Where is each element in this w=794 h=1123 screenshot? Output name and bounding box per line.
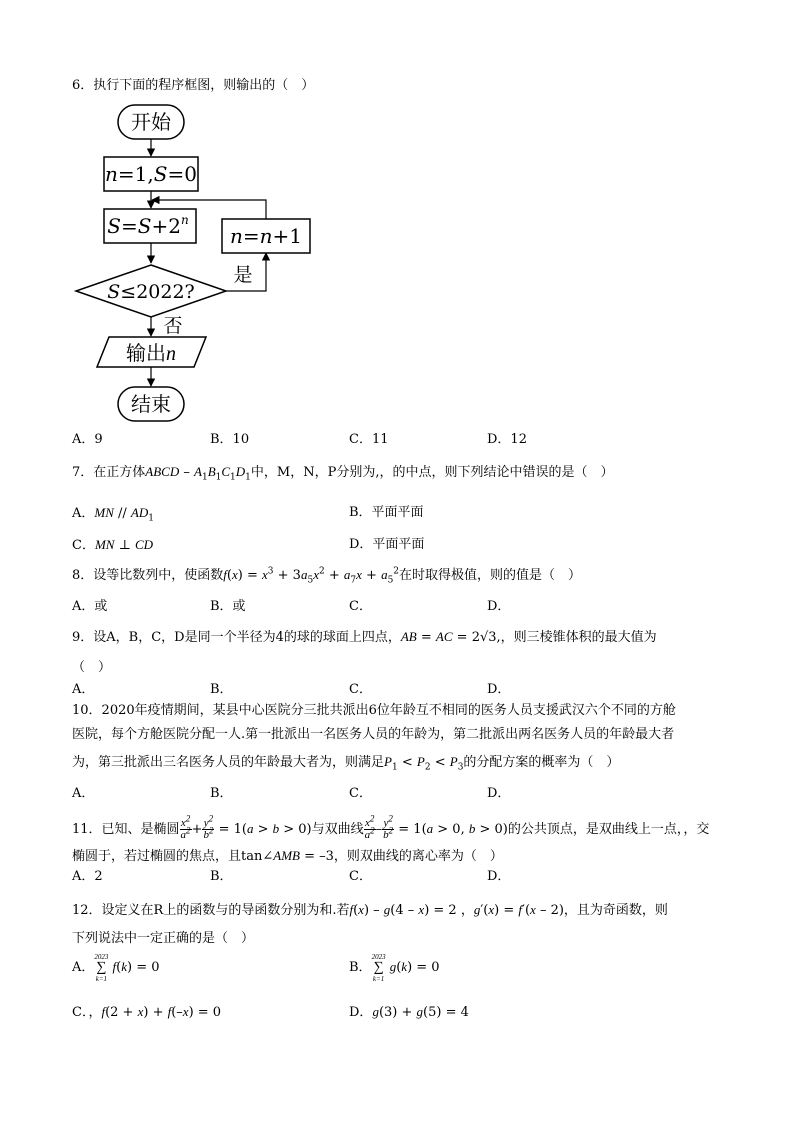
q10-option-b: B． bbox=[210, 786, 233, 801]
q12-option-d: D．g(3) + g(5) = 4 bbox=[349, 1004, 469, 1020]
q8-option-c: C． bbox=[349, 599, 372, 614]
flow-yes-label: 是 bbox=[233, 264, 253, 286]
q9-option-c: C． bbox=[349, 682, 372, 697]
q6-option-b: B．10 bbox=[210, 432, 250, 447]
q7-option-b: B．平面平面 bbox=[349, 505, 424, 520]
q9-stem-line2: （ ） bbox=[72, 660, 112, 675]
q10-option-c: C． bbox=[349, 786, 372, 801]
flow-update-label: $S=S+2^n$ bbox=[107, 213, 189, 238]
flow-init-label: n=1,S=0 bbox=[105, 162, 197, 186]
q9-option-b: B． bbox=[210, 682, 233, 697]
q9-option-a: A． bbox=[72, 682, 95, 697]
q10-line2: 医院，每个方舱医院分配一人.第一批派出一名医务人员的年龄为，第二批派出两名医务人员的年龄最大者 bbox=[72, 727, 675, 742]
q11-line2: 椭圆于，若过椭圆的焦点，且tan∠AMB = –3，则双曲线的离心率为（ ） bbox=[72, 848, 503, 864]
flow-decision-label: S≤2022? bbox=[107, 281, 195, 303]
q11-option-b: B． bbox=[210, 869, 233, 884]
q10-line1: 10．2020年疫情期间，某县中心医院分三批共派出6位年龄互不相同的医务人员支援武汉六个不同的方舱 bbox=[72, 703, 676, 718]
q10-option-a: A． bbox=[72, 786, 95, 801]
q6-option-d: D．12 bbox=[487, 432, 527, 447]
q8-option-b: B．或 bbox=[210, 599, 246, 614]
q9-option-d: D． bbox=[487, 682, 511, 697]
q11-option-d: D． bbox=[487, 869, 511, 884]
q8-option-d: D． bbox=[487, 599, 511, 614]
q9-stem: 9．设A，B，C，D是同一个半径为4的球的球面上四点，AB = AC = 2√3,，则三棱锥体积的最大值为 bbox=[72, 629, 657, 645]
flow-no-label: 否 bbox=[163, 315, 183, 337]
flow-end-label: 结束 bbox=[131, 392, 171, 416]
q8-stem: 8．设等比数列中，使函数$f(x) = x^3 + 3a_5x^2 + a_7x + a_5^2$在时取得极值，则的值是（ ） bbox=[72, 566, 582, 586]
q10-line3: 为，第三批派出三名医务人员的年龄最大者为，则满足$P_1 < P_2 < P_3$的分配方案的概率为（ ） bbox=[72, 754, 620, 773]
q8-option-a: A．或 bbox=[72, 599, 108, 614]
q12-line2: 下列说法中一定正确的是（ ） bbox=[72, 931, 255, 946]
q7-stem: 7．在正方体ABCD – $A_1B_1C_1D_1$中，M，N，P分别为,，的中点，则下列结论中错误的是（ ） bbox=[72, 464, 614, 483]
q6-option-c: C．11 bbox=[349, 432, 389, 447]
q11-line1: 11．已知、是椭圆 $\frac{x^2}{a^2}$ + $\frac{y^2}{b^2}$ = 1(a > b > 0)与双曲线 $\frac{x^2}{a^2}$ – $\frac{y^2}{b^2}$ = 1(a > 0, b > 0)的公共顶点，是双曲线上一点，，交 bbox=[72, 813, 710, 841]
q10-option-d: D． bbox=[487, 786, 511, 801]
q7-option-c: C．MN ⊥ CD bbox=[72, 537, 154, 553]
q11-option-a: A．2 bbox=[72, 869, 103, 884]
q12-line1: 12．设定义在R上的函数与的导函数分别为和.若f(x) – g(4 – x) = 2 ，g′(x) = f′(x – 2)，且为奇函数，则 bbox=[72, 902, 668, 918]
flowchart bbox=[70, 95, 400, 435]
q7-option-d: D．平面平面 bbox=[349, 537, 425, 552]
q7-option-a: A．MN // $AD_1$ bbox=[72, 505, 154, 524]
q6-option-a: A．9 bbox=[72, 432, 103, 447]
flow-start-label: 开始 bbox=[131, 110, 171, 134]
q12-option-c: C．，f(2 + x) + f(–x) = 0 bbox=[72, 1004, 222, 1020]
flow-inc-label: n=n+1 bbox=[229, 224, 303, 248]
flow-output-label: 输出n bbox=[126, 341, 176, 365]
q6-stem: 6．执行下面的程序框图，则输出的（ ） bbox=[72, 78, 315, 93]
q12-option-a: A． 2023 ∑ k=1 f(k) = 0 bbox=[72, 952, 160, 983]
q11-option-c: C． bbox=[349, 869, 372, 884]
q12-option-b: B． 2023 ∑ k=1 g(k) = 0 bbox=[349, 952, 440, 983]
